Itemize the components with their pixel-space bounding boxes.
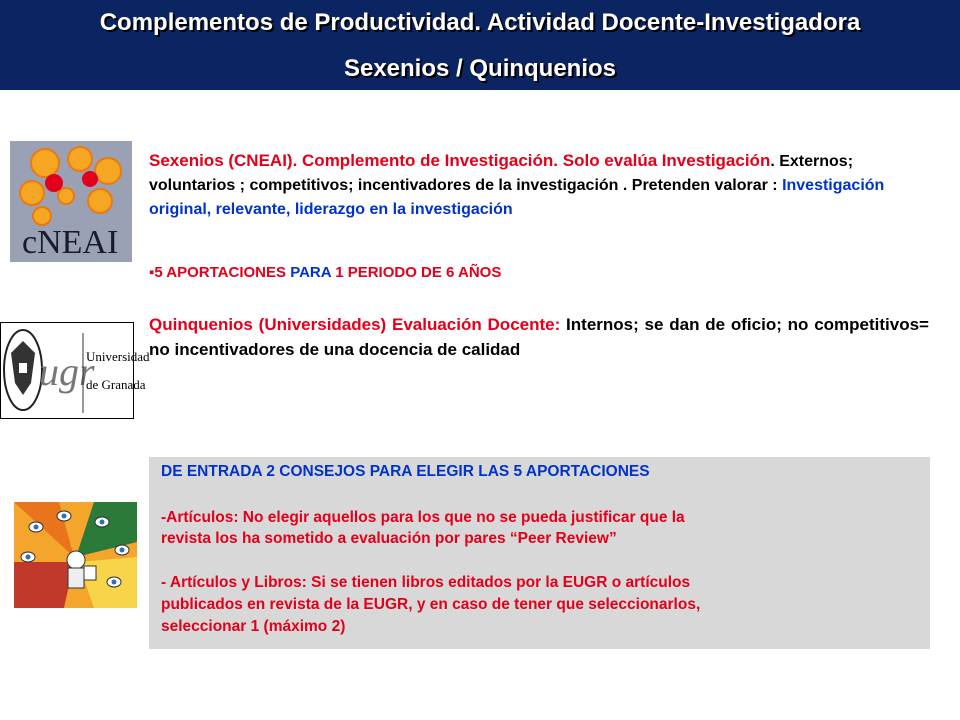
sexenios-paragraph bbox=[149, 149, 909, 222]
consejo-2-line1: - Artículos y Libros: Si se tienen libros editados por la EUGR o artículos bbox=[161, 574, 691, 591]
slide-title: Complementos de Productividad. Actividad Docente-Investigadora bbox=[99, 9, 861, 36]
quinquenios-text: Internos; se dan de oficio; no competitivos= no incentivadores de una docencia de calidad bbox=[149, 315, 929, 359]
cneai-emblem-icon bbox=[10, 141, 132, 262]
consejos-box bbox=[149, 457, 930, 649]
ugr-name-line1: Universidad bbox=[86, 349, 150, 364]
consejo-2-line2: publicados en revista de la EUGR, y en caso de tener que seleccionarlos, bbox=[161, 596, 701, 613]
slide-subtitle: Sexenios / Quinquenios bbox=[343, 55, 617, 82]
aportaciones-part1: 5 APORTACIONES bbox=[154, 264, 291, 281]
consejo-1-line1: -Artículos: No elegir aquellos para los que no se pueda justificar que la bbox=[161, 509, 685, 526]
aportaciones-bullet bbox=[149, 264, 501, 281]
sexenios-title-cont: Investigación bbox=[661, 151, 771, 170]
bullet-icon: ▪ bbox=[149, 264, 155, 281]
consejo-1-line2: revista los ha sometido a evaluación por pares “Peer Review” bbox=[161, 530, 617, 547]
sexenios-title: Sexenios (CNEAI). Complemento de Investigación. Solo evalúa bbox=[149, 151, 658, 170]
quinquenios-label: Quinquenios (Universidades) Evaluación Docente: bbox=[149, 315, 561, 334]
ugr-monogram: ugr bbox=[39, 349, 95, 394]
cneai-logo bbox=[10, 141, 132, 262]
aportaciones-part3: 1 PERIODO DE 6 AÑOS bbox=[331, 264, 502, 281]
sexenios-highlight: Investigación original, relevante, liderazgo en la investigación bbox=[149, 177, 885, 218]
sexenios-description: Externos; voluntarios ; competitivos; incentivadores de la investigación . Pretenden valorar : bbox=[149, 153, 854, 194]
quinquenios-paragraph bbox=[149, 312, 929, 362]
ugr-crest-icon bbox=[4, 330, 42, 410]
slide-header bbox=[0, 0, 960, 90]
aportaciones-part2: PARA bbox=[290, 264, 332, 281]
ugr-name-line2: de Granada bbox=[86, 377, 146, 392]
sexenios-dot: . bbox=[770, 153, 775, 170]
consejos-heading: DE ENTRADA 2 CONSEJOS PARA ELEGIR LAS 5 APORTACIONES bbox=[161, 463, 650, 480]
cneai-logo-text: cNEAI bbox=[22, 224, 119, 261]
ugr-logo bbox=[0, 322, 150, 419]
researcher-illustration bbox=[14, 502, 137, 608]
consejo-2-line3: seleccionar 1 (máximo 2) bbox=[161, 618, 346, 635]
eyes-watching-illustration-icon bbox=[14, 502, 137, 608]
